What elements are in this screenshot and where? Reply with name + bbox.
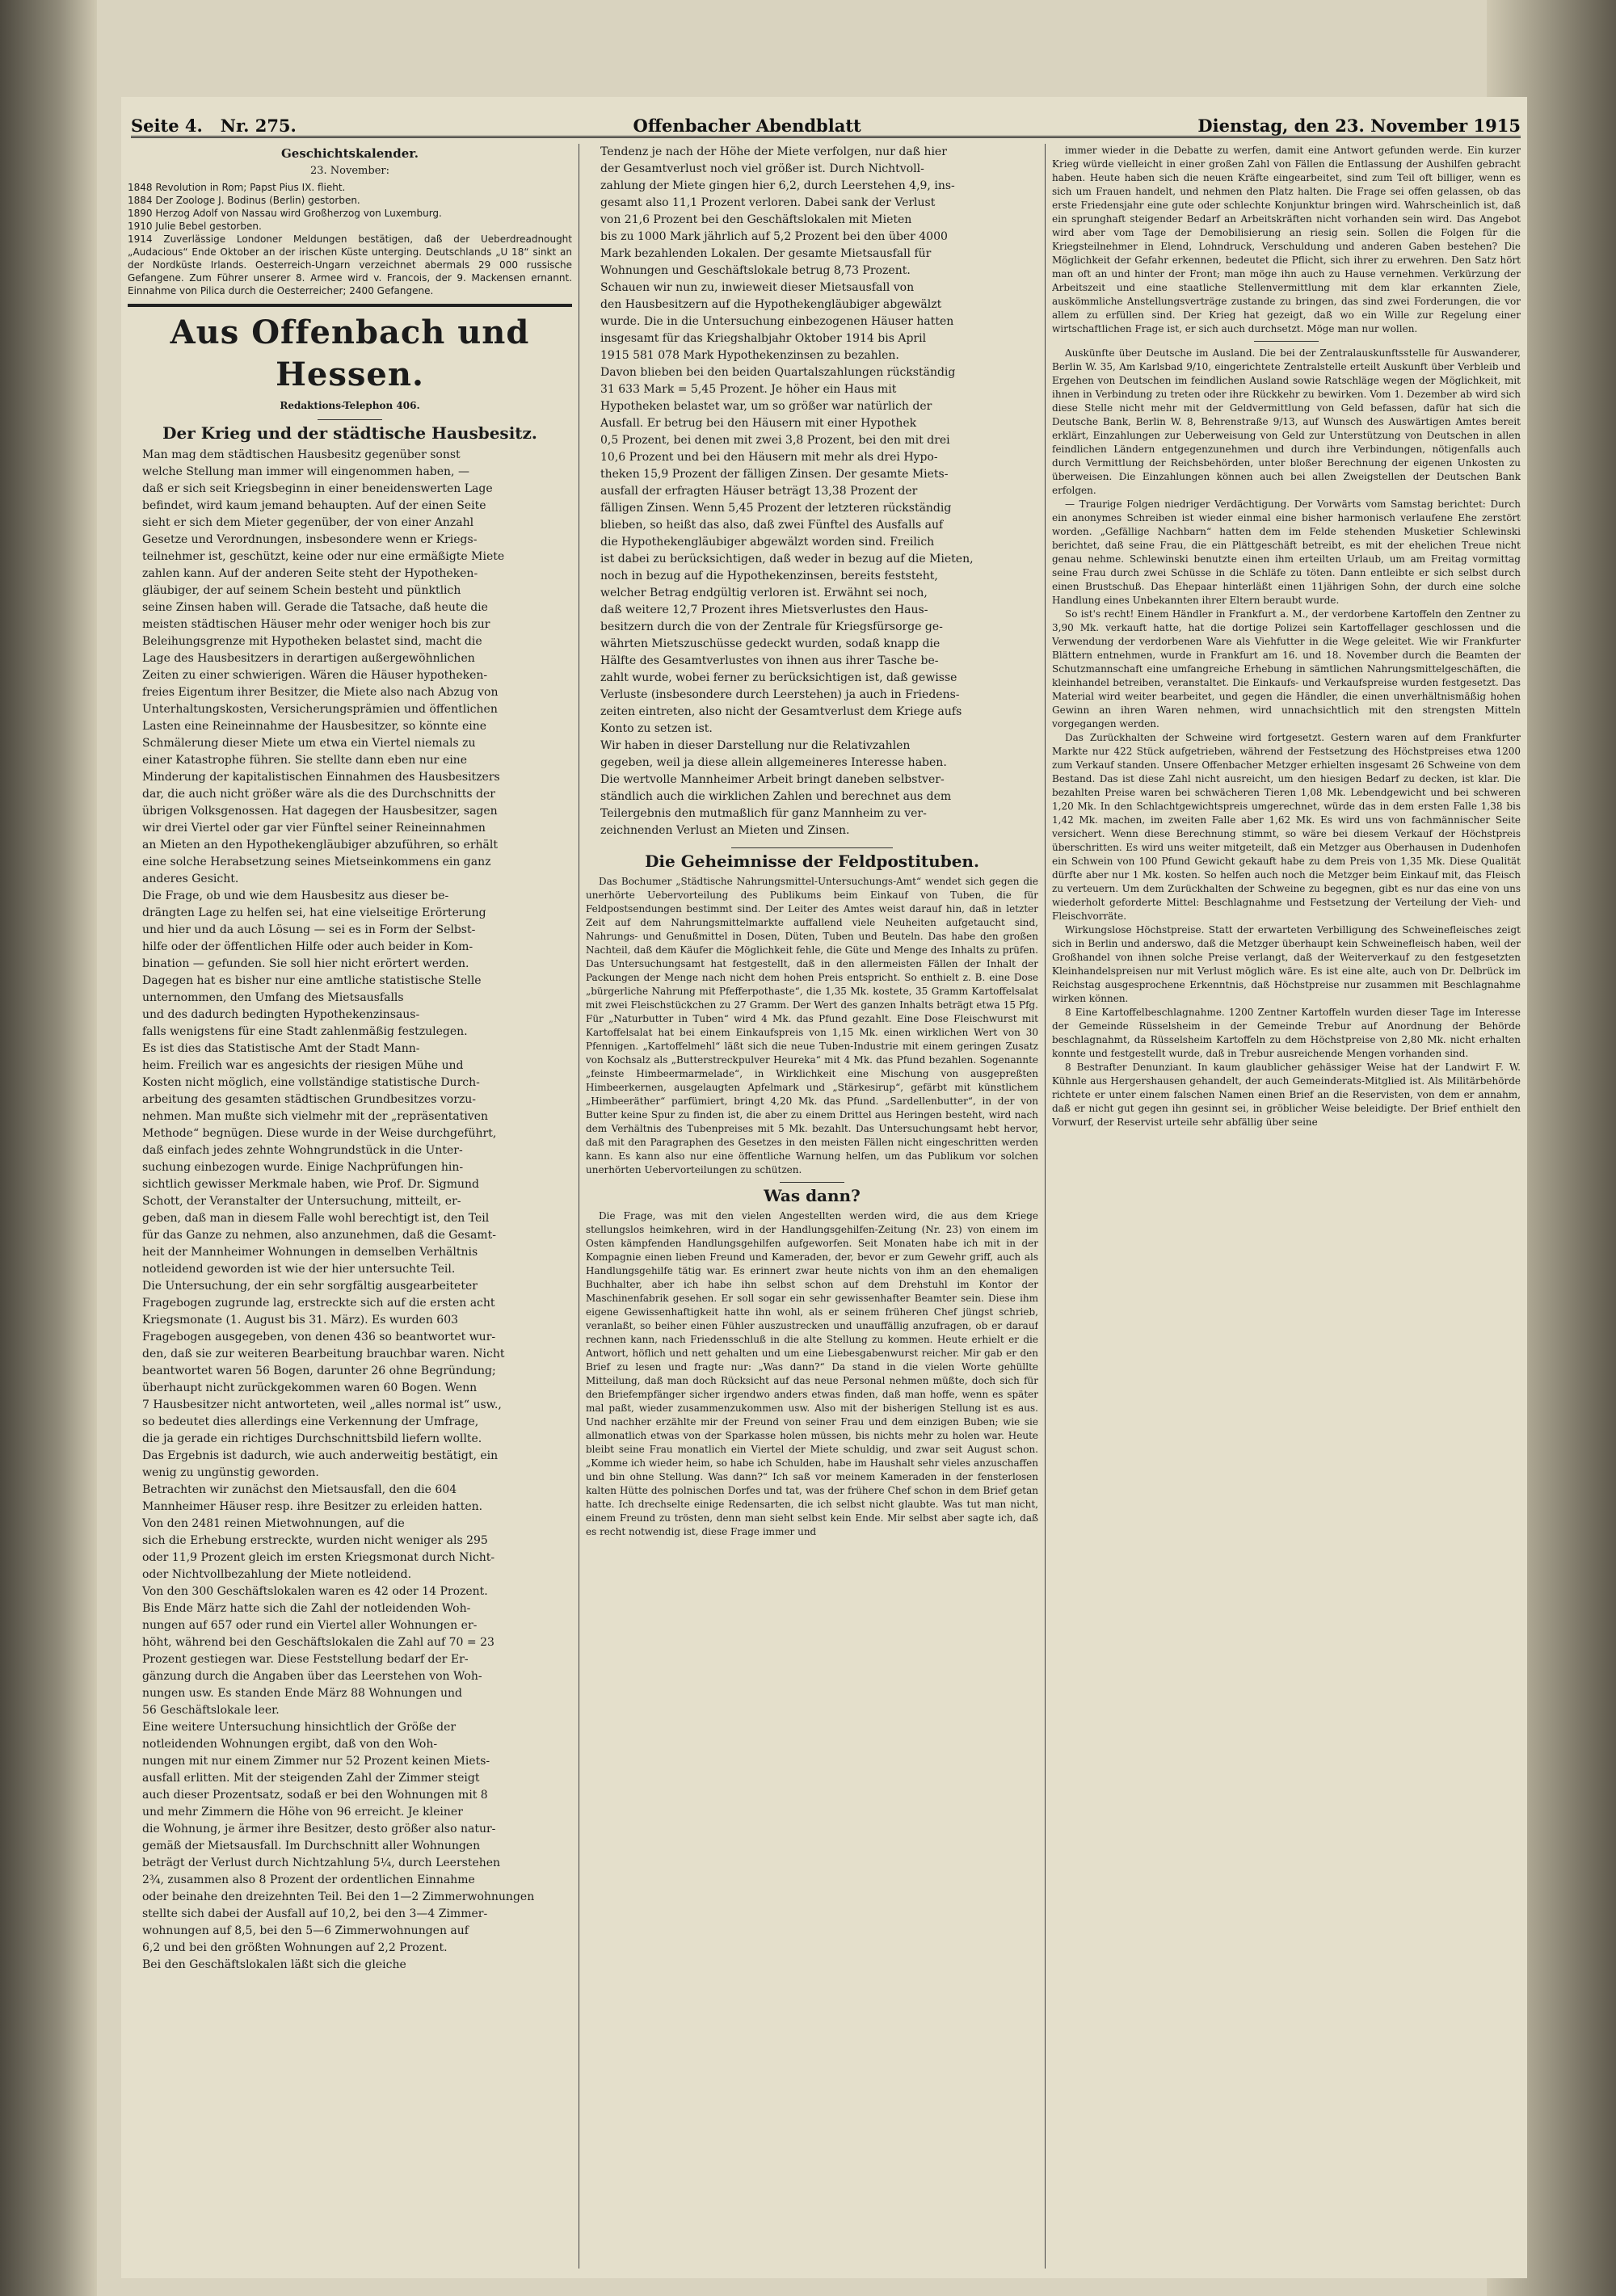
text-line: Fragebogen ausgegeben, von denen 436 so beantwortet wur-	[142, 1331, 496, 1344]
text-line: Schmälerung dieser Miete um etwa ein Viertel niemals zu	[142, 737, 476, 750]
text-line: höht, während bei den Geschäftslokalen die Zahl auf 70 = 23	[142, 1636, 494, 1649]
text-line: besitzern durch die von der Zentrale für Kriegsfürsorge ge-	[600, 620, 943, 633]
column-3	[1052, 144, 1521, 2269]
text-line: Methode“ begnügen. Diese wurde in der Weise durchgeführt,	[142, 1127, 497, 1140]
text-line: Die wertvolle Mannheimer Arbeit bringt daneben selbstver-	[600, 773, 945, 786]
newspaper-name: Offenbacher Abendblatt	[633, 116, 861, 136]
header-left	[131, 116, 297, 136]
text-line: von 21,6 Prozent bei den Geschäftslokalen mit Mieten	[600, 213, 912, 226]
text-line: drängten Lage zu helfen sei, hat eine vielseitige Erörterung	[142, 906, 486, 919]
divider	[731, 847, 893, 848]
text-line: Hypotheken belastet war, um so größer war natürlich der	[600, 400, 932, 413]
issue-date: Dienstag, den 23. November 1915	[1197, 116, 1521, 136]
text-line: Mannheimer Häuser resp. ihre Besitzer zu erleiden hatten.	[142, 1500, 483, 1513]
text-line: geben, daß man in diesem Falle wohl berechtigt ist, den Teil	[142, 1212, 490, 1225]
text-line: Eine weitere Untersuchung hinsichtlich der Größe der	[142, 1721, 457, 1734]
text-line: Von den 2481 reinen Mietwohnungen, auf die	[142, 1517, 405, 1530]
text-line: suchung einbezogen wurde. Einige Nachprüfungen hin-	[142, 1161, 464, 1174]
history-calendar-title: Geschichtskalender.	[281, 146, 419, 161]
history-calendar	[128, 181, 572, 297]
text-line: Betrachten wir zunächst den Mietsausfall, den die 604	[142, 1483, 457, 1496]
text-line: oder beinahe den dreizehnten Teil. Bei den 1—2 Zimmerwohnungen	[142, 1890, 535, 1903]
news-item: Das Zurückhalten der Schweine wird fortgesetzt. Gestern waren auf dem Frankfurter Markte nur 422 Stück aufgetrieben, während der Festsetzung des Höchstpreises etwa 1200 zum Verkauf standen. Unsere Offenbacher Metzger erhielten insgesamt 26 Schweine von dem Bestand. Das ist diese Zahl nicht ausreicht, um den hiesigen Bedarf zu decken, ist klar. Die bezahlten Preise waren bei schwächeren Tieren 1,08 Mk. Lebendgewicht und bei schweren 1,20 Mk. In den Schlachtgewichtspreis umgerechnet, würde das in dem ersten Falle 1,38 bis 1,42 Mk. machen, im zweiten Falle aber 1,62 Mk. Es wird uns von fachmännischer Seite versichert. Wenn diese Berechnung stimmt, so wäre bei diesem Verkauf der Höchstpreis überschritten. Es wird uns weiter mitgeteilt, daß ein Metzger aus Oberhausen in Dudenhofen ein Schwein von 100 Pfund Gewicht gekauft habe zu dem Preis von 1,35 Mk. Diese Qualität dürfte aber nur 1 Mk. kosten. So helfen auch noch die Metzger beim Einkauf mit, das Fleisch zu verteuern. Um dem Zurückhalten der Schweine zu begegnen, gibt es nur das eine von uns wiederholt geforderte Mittel: Beschlagnahme und Festsetzung der Verteilung der Vieh- und Fleischvorräte.	[1052, 732, 1521, 922]
text-line: gegeben, weil ja diese allein allgemeineres Interesse haben.	[600, 756, 947, 769]
text-line: ausfall der erfragten Häuser beträgt 13,38 Prozent der	[600, 485, 918, 498]
calendar-entry: 1848 Revolution in Rom; Papst Pius IX. flieht.	[128, 182, 346, 193]
text-line: wir drei Viertel oder gar vier Fünftel seiner Reineinnahmen	[142, 822, 486, 835]
text-line: Von den 300 Geschäftslokalen waren es 42 oder 14 Prozent.	[142, 1585, 488, 1598]
text-line: Lage des Hausbesitzers in derartigen außergewöhnlichen	[142, 652, 475, 665]
text-line: gänzung durch die Angaben über das Leerstehen von Woh-	[142, 1670, 482, 1683]
text-line: dar, die auch nicht größer wäre als die des Durchschnitts der	[142, 788, 495, 801]
text-line: gesamt also 11,1 Prozent verloren. Dabei sank der Verlust	[600, 196, 936, 209]
column-2	[586, 144, 1038, 2269]
text-line: falls wenigstens für eine Stadt zahlenmäßig festzulegen.	[142, 1025, 468, 1038]
text-line: ständlich auch die wirklichen Zahlen und berechnet aus dem	[600, 790, 952, 803]
text-line: so bedeutet dies allerdings eine Verkennung der Umfrage,	[142, 1415, 479, 1428]
text-line: Minderung der kapitalistischen Einnahmen des Hausbesitzers	[142, 771, 500, 784]
text-line: Wir haben in dieser Darstellung nur die Relativzahlen	[600, 739, 911, 752]
news-items	[1052, 347, 1521, 1129]
text-line: währten Mietszuschüsse gedeckt wurden, sodaß knapp die	[600, 637, 941, 650]
text-line: überhaupt nicht zurückgekommen waren 60 Bogen. Wenn	[142, 1381, 478, 1394]
article-title: Der Krieg und der städtische Hausbesitz.	[162, 423, 537, 443]
text-line: zahlt wurde, wobei ferner zu berücksichtigen ist, daß gewisse	[600, 671, 957, 684]
news-item: — Traurige Folgen niedriger Verdächtigung. Der Vorwärts vom Samstag berichtet: Durch ein anonymes Schreiben ist wieder einmal eine bisher harmonisch verlaufene Ehe zerstört worden. „Gefällige Nachbarn“ hatten dem im Felde stehenden Musketier Schlewinski berichtet, daß seine Frau, die ein Plättgeschäft betreibt, es mit der ehelichen Treue nicht genau nehme. Schlewinski benutzte einen ihm erteilten Urlaub, um am Freitag vormittag seine Frau durch zwei Schüsse in die Schläfe zu töten. Dann entleibte er sich selbst durch einen Brustschuß. Das Ehepaar hinterläßt einen 11jährigen Sohn, der durch eine solche Handlung eines Unbekannten ihrer Eltern beraubt wurde.	[1052, 498, 1521, 606]
article-body-continued	[586, 144, 1038, 839]
page-header	[131, 103, 1521, 138]
text-line: gemäß der Mietsausfall. Im Durchschnitt aller Wohnungen	[142, 1840, 481, 1852]
text-line: Ausfall. Er betrug bei den Häusern mit einer Hypothek	[600, 417, 917, 430]
text-line: notleidenden Wohnungen ergibt, daß von den Woh-	[142, 1738, 438, 1751]
editorial-telephone: Redaktions-Telephon 406.	[280, 400, 420, 411]
text-line: 56 Geschäftslokale leer.	[142, 1704, 280, 1717]
calendar-entry: 1914 Zuverlässige Londoner Meldungen bestätigen, daß der Ueberdreadnought „Audacious“ Ende Oktober an der irischen Küste unterging. Deutschlands „U 18“ sinkt an der Nordküste Irlands. Oesterreich-Ungarn verzeichnet abermals 29 000 russische Gefangene. Zum Führer unserer 8. Armee wird v. Francois, der 9. Mackensen ernannt. Einnahme von Pilica durch die Oesterreicher; 2400 Gefangene.	[128, 233, 572, 296]
divider	[780, 1182, 844, 1183]
text-line: stellte sich dabei der Ausfall auf 10,2, bei den 3—4 Zimmer-	[142, 1907, 488, 1920]
text-line: sieht er sich dem Mieter gegenüber, der von einer Anzahl	[142, 516, 474, 529]
divider	[318, 419, 382, 420]
text-line: Die Untersuchung, der ein sehr sorgfältig ausgearbeiteter	[142, 1280, 478, 1293]
calendar-entry: 1910 Julie Bebel gestorben.	[128, 221, 262, 232]
text-line: ausfall erlitten. Mit der steigenden Zahl der Zimmer steigt	[142, 1772, 480, 1785]
text-line: 1915 581 078 Mark Hypothekenzinsen zu bezahlen.	[600, 349, 899, 362]
text-line: 0,5 Prozent, bei denen mit zwei 3,8 Prozent, bei den mit drei	[600, 434, 950, 447]
text-line: heim. Freilich war es angesichts der riesigen Mühe und	[142, 1059, 464, 1072]
text-line: die Hypothekengläubiger abgewälzt worden sind. Freilich	[600, 536, 935, 549]
news-item: 8 Bestrafter Denunziant. In kaum glaublicher gehässiger Weise hat der Landwirt F. W. Kühnle aus Hergershausen gehandelt, der auch Gemeinderats-Mitglied ist. Als Militärbehörde richtete er unter einem falschen Namen einen Brief an die Reservisten, von dem er annahm, daß er nicht gut gegen ihn gesinnt sei, in gröblicher Weise beleidigte. Der Brief enthielt den Vorwurf, der Reservist urteile sehr abfällig über seine	[1052, 1062, 1521, 1128]
text-line: Unterhaltungskosten, Versicherungsprämien und öffentlichen	[142, 703, 498, 716]
text-line: einer Katastrophe führen. Sie stellte dann eben nur eine	[142, 754, 467, 767]
article-body	[586, 1209, 1038, 1539]
text-line: Davon blieben bei den beiden Quartalszahlungen rückständig	[600, 366, 956, 379]
text-line: 2¾, zusammen also 8 Prozent der ordentlichen Einnahme	[142, 1873, 475, 1886]
text-line: und des dadurch bedingten Hypothekenzinsaus-	[142, 1008, 420, 1021]
text-line: und hier und da auch Lösung — sei es in Form der Selbst-	[142, 923, 476, 936]
article-title: Die Geheimnisse der Feldpostituben.	[645, 852, 979, 871]
article-text: Das Bochumer „Städtische Nahrungsmittel-Untersuchungs-Amt“ wendet sich gegen die unerhörte Uebervorteilung des Publikums beim Einkauf von Tuben, die für Feldpostsendungen bestimmt sind. Der Leiter des Amtes weist darauf hin, daß in letzter Zeit auf dem Nahrungsmittelmarkte auffallend viele Neuheiten aufgetaucht sind, Nahrungs- und Genußmittel in Dosen, Düten, Tuben und Beuteln. Das habe den großen Nachteil, daß dem Käufer die Möglichkeit fehle, die Güte und Menge des Inhalts zu prüfen. Das Untersuchungsamt hat festgestellt, daß in den allermeisten Fällen der Inhalt der Packungen der Menge nach nicht dem hohen Preis entspricht. So enthielt z. B. eine Dose „bürgerliche Nahrung mit Pfefferpothaste“, die 1,35 Mk. kostete, 35 Gramm Kartoffelsalat mit zwei Fleischstückchen zu 27 Gramm. Der Wert des ganzen Inhalts beträgt etwa 15 Pfg. Für „Naturbutter in Tuben“ wird 4 Mk. das Pfund gezahlt. Eine Dose Fleischwurst mit Kartoffelsalat hat bei einem Einkaufspreis von 1,15 Mk. einen wirklichen Wert von 30 Pfennigen. „Kartoffelmehl“ läßt sich die neue Tuben-Industrie mit einem geringen Zusatz von Kochsalz als „Butterstreckpulver Heureka“ mit 4 Mk. das Pfund bezahlen. Sogenannte „feinste Himbeermarmelade“, in Wirklichkeit eine Mischung von ausgepreßten Himbeerkernen, ausgelaugten Apfelmark und „Stärkesirup“, gefärbt mit künstlichem „Himbeeräther“ parfümiert, bringt 4,20 Mk. das Pfund. „Sardellenbutter“, in der von Butter keine Spur zu finden ist, die aber zu einem Drittel aus Heringen besteht, wird nach dem Verhältnis des Tubenpreises mit 5 Mk. bezahlt. Das Untersuchungsamt hebt hervor, daß mit den Paragraphen des Gesetzes in den meisten Fällen nicht eingeschritten werden kann. Es kann also nur eine öffentliche Warnung helfen, um das Publikum vor solchen unerhörten Uebervorteilungen zu schützen.	[586, 876, 1038, 1175]
text-line: seine Zinsen haben will. Gerade die Tatsache, daß heute die	[142, 601, 488, 614]
text-line: Bis Ende März hatte sich die Zahl der notleidenden Woh-	[142, 1602, 471, 1615]
calendar-entry: 1890 Herzog Adolf von Nassau wird Großherzog von Luxemburg.	[128, 208, 442, 219]
text-line: Man mag dem städtischen Hausbesitz gegenüber sonst	[142, 448, 461, 461]
news-item: Wirkungslose Höchstpreise. Statt der erwarteten Verbilligung des Schweinefleisches zeigt sich in Berlin und anderswo, daß die Metzger überhaupt kein Schweinefleisch haben, weil der Großhandel von ihnen solche Preise verlangt, daß der Weiterverkauf zu den festgesetzten Kleinhandelspreisen nur mit Verlust möglich wäre. Es ist eine alte, auch von Dr. Delbrück im Reichstag ausgesprochene Erkenntnis, daß Höchstpreise nur zusammen mit Beschlagnahme wirken können.	[1052, 924, 1521, 1004]
text-line: fälligen Zinsen. Wenn 5,45 Prozent der letzteren rückständig	[600, 502, 952, 515]
text-line: meisten städtischen Häuser mehr oder weniger hoch bis zur	[142, 618, 490, 631]
text-line: Schott, der Veranstalter der Untersuchung, mitteilt, er-	[142, 1195, 461, 1208]
text-line: nungen auf 657 oder rund ein Viertel aller Wohnungen er-	[142, 1619, 478, 1632]
text-line: zahlung der Miete gingen hier 6,2, durch Leerstehen 4,9, ins-	[600, 179, 955, 192]
text-line: 6,2 und bei den größten Wohnungen auf 2,2 Prozent.	[142, 1941, 448, 1954]
text-line: oder Nichtvollbezahlung der Miete notleidend.	[142, 1568, 412, 1581]
text-line: sichtlich gewisser Merkmale haben, wie Prof. Dr. Sigmund	[142, 1178, 479, 1191]
newspaper-page	[121, 97, 1527, 2278]
history-calendar-date: 23. November:	[310, 165, 389, 177]
text-line: 10,6 Prozent und bei den Häusern mit mehr als drei Hypo-	[600, 451, 938, 464]
text-line: die ja gerade ein richtiges Durchschnittsbild liefern wollte.	[142, 1432, 482, 1445]
news-item: Auskünfte über Deutsche im Ausland. Die bei der Zentralauskunftsstelle für Auswanderer, Berlin W. 35, Am Karlsbad 9/10, eingerichtete Zentralstelle erteilt Auskunft über Verbleib und Ergehen von Deutschen im feindlichen Ausland sowie Ratschläge wegen der Möglichkeit, mit ihnen in Verbindung zu treten oder ihre Rückkehr zu bewirken. Vom 1. Dezember ab wird sich diese Stelle nicht mehr mit der Geldvermittlung von Geld befassen, dafür hat sich die Deutsche Bank, Berlin W. 8, Behrenstraße 9/13, auf Wunsch des Auswärtigen Amtes bereit erklärt, Einzahlungen zur Ueberweisung von Geld zur Unterstützung von Deutschen in allen feindlichen Ländern entgegenzunehmen und durch ihre Verbindungen, nötigenfalls auch durch Vermittlung der Reichsbehörden, unter bloßer Berechnung der eigenen Unkosten zu überweisen. Die Einzahlungen können auch bei allen Zweigstellen der Deutschen Bank erfolgen.	[1052, 347, 1521, 496]
text-line: ist dabei zu berücksichtigen, daß weder in bezug auf die Mieten,	[600, 553, 974, 566]
text-line: teilnehmer ist, geschützt, keine oder nur eine ermäßigte Miete	[142, 550, 505, 563]
text-line: welche Stellung man immer will eingenommen haben, —	[142, 465, 469, 478]
text-line: beträgt der Verlust durch Nichtzahlung 5¼, durch Leerstehen	[142, 1857, 501, 1869]
text-line: der Gesamtverlust noch viel größer ist. Durch Nichtvoll-	[600, 162, 924, 175]
text-line: die Wohnung, je ärmer ihre Besitzer, desto größer also natur-	[142, 1823, 496, 1836]
text-line: sich die Erhebung erstreckte, wurden nicht weniger als 295	[142, 1534, 488, 1547]
text-line: welcher Betrag endgültig verloren ist. Erwähnt sei noch,	[600, 587, 928, 599]
text-line: anderes Gesicht.	[142, 873, 239, 885]
text-line: Das Ergebnis ist dadurch, wie auch anderweitig bestätigt, ein	[142, 1449, 499, 1462]
article-text: Die Frage, was mit den vielen Angestellten werden wird, die aus dem Kriege stellungslos heimkehren, wird in der Handlungsgehilfen-Zeitung (Nr. 23) von einem im Osten kämpfenden Handlungsgehilfen aufgeworfen. Seit Monaten habe ich mit in der Kompagnie einen lieben Freund und Kameraden, der, bevor er zum Gewehr griff, auch als Handlungsgehilfe tätig war. Es erinnert zwar heute nichts von ihm an den ehemaligen Buchhalter, aber ich habe ihn selbst schon auf dem Drehstuhl im Kontor der Maschinenfabrik gesehen. Er soll sogar ein sehr gewissenhafter Beamter sein. Diese ihm eigene Gewissenhaftigkeit hatte ihn wohl, als er seinem früheren Chef jüngst schrieb, veranlaßt, so beiher einen Fühler auszustrecken und unauffällig anzufragen, ob er darauf rechnen kann, nach Friedensschluß in die alte Stellung zu kommen. Heute erhielt er die Antwort, höflich und nett gehalten und um eine Liebesgabenwurst reicher. Mir gab er den Brief zu lesen und fragte nur: „Was dann?“ Da stand in die vielen Worte gehüllte Mitteilung, daß man doch Rücksicht auf das neue Personal nehmen müßte, doch sich für den Briefempfänger sicher irgendwo anders etwas finden, daß man hoffe, wenn es später mal paßt, wieder zusammenzukommen usw. Also mit der bisherigen Stellung ist es aus. Und nachher erzählte mir der Freund von seiner Frau und dem einzigen Buben; wie sie allmonatlich etwas von der Sparkasse holen müssen, bis nichts mehr zu holen war. Heute bleibt seine Frau monatlich ein Viertel der Miete schuldig, und zwar seit August schon. „Komme ich wieder heim, so habe ich Schulden, habe im Haushalt sehr vieles anzuschaffen und bin ohne Stellung. Was dann?“ Ich saß vor meinem Kameraden in der fensterlosen kalten Hütte des polnischen Dorfes und tat, was der frühere Chef schon in dem Brief getan hatte. Ich drechselte einige Redensarten, die ich selbst nicht glaubte. Was tut man nicht, einem Freund zu trösten, denn man sieht selbst kein Ende. Mir selbst aber sagte ich, daß es recht notwendig ist, diese Frage immer und	[586, 1210, 1038, 1537]
text-line: Mark bezahlenden Lokalen. Der gesamte Mietsausfall für	[600, 247, 932, 260]
text-line: gläubiger, der auf seinem Schein besteht und pünktlich	[142, 584, 461, 597]
text-line: nungen usw. Es standen Ende März 88 Wohnungen und	[142, 1687, 462, 1700]
column-1	[128, 144, 572, 2269]
section-title: Aus Offenbach und Hessen.	[170, 313, 530, 393]
text-line: Die Frage, ob und wie dem Hausbesitz aus dieser be-	[142, 889, 449, 902]
calendar-entry: 1884 Der Zoologe J. Bodinus (Berlin) gestorben.	[128, 195, 360, 206]
text-line: Prozent gestiegen war. Diese Feststellung bedarf der Er-	[142, 1653, 469, 1666]
text-line: auch dieser Prozentsatz, sodaß er bei den Wohnungen mit 8	[142, 1789, 488, 1802]
text-line: heit der Mannheimer Wohnungen in demselben Verhältnis	[142, 1246, 478, 1259]
text-line: Fragebogen zugrunde lag, erstreckte sich auf die ersten acht	[142, 1297, 495, 1310]
text-line: bination — gefunden. Sie soll hier nicht erörtert werden.	[142, 957, 469, 970]
text-line: Zeiten zu einer schwierigen. Wären die Häuser hypotheken-	[142, 669, 488, 682]
text-line: Gesetze und Verordnungen, insbesondere wenn er Kriegs-	[142, 533, 478, 546]
text-line: Bei den Geschäftslokalen läßt sich die gleiche	[142, 1958, 406, 1971]
text-line: Kosten nicht möglich, eine vollständige statistische Durch-	[142, 1076, 480, 1089]
text-line: 31 633 Mark = 5,45 Prozent. Je höher ein Haus mit	[600, 383, 897, 396]
left-page-edge	[0, 0, 97, 2296]
column-rule	[1045, 144, 1046, 2269]
text-line: befindet, wird kaum jemand behaupten. Auf der einen Seite	[142, 499, 486, 512]
text-line: für das Ganze zu nehmen, also anzunehmen, daß die Gesamt-	[142, 1229, 496, 1242]
text-line: Konto zu setzen ist.	[600, 722, 713, 735]
text-line: Dagegen hat es bisher nur eine amtliche statistische Stelle	[142, 974, 482, 987]
issue-number: Nr. 275.	[220, 116, 297, 136]
text-line: oder 11,9 Prozent gleich im ersten Kriegsmonat durch Nicht-	[142, 1551, 495, 1564]
text-line: bis zu 1000 Mark jährlich auf 5,2 Prozent bei den über 4000	[600, 230, 948, 243]
text-line: freies Eigentum ihrer Besitzer, die Miete also nach Abzug von	[142, 686, 499, 699]
article-body	[586, 875, 1038, 1177]
article-title: Was dann?	[764, 1186, 861, 1205]
page-number: Seite 4.	[131, 116, 203, 136]
text-line: wohnungen auf 8,5, bei den 5—6 Zimmerwohnungen auf	[142, 1924, 469, 1937]
text-line: nehmen. Man mußte sich vielmehr mit der „repräsentativen	[142, 1110, 489, 1123]
text-line: Tendenz je nach der Höhe der Miete verfolgen, nur daß hier	[600, 145, 947, 158]
article-body	[1052, 144, 1521, 336]
article-body	[128, 447, 572, 1974]
text-line: notleidend geworden ist wie der hier untersuchte Teil.	[142, 1263, 456, 1276]
text-line: Kriegsmonate (1. August bis 31. März). Es wurden 603	[142, 1314, 459, 1327]
text-line: Hälfte des Gesamtverlustes von ihnen aus ihrer Tasche be-	[600, 654, 939, 667]
section-divider	[128, 304, 572, 307]
news-item: So ist's recht! Einem Händler in Frankfurt a. M., der verdorbene Kartoffeln den Zentner zu 3,90 Mk. verkauft hatte, hat die dortige Polizei sein Kartoffellager geschlossen und die Verwendung der verdorbenen Ware als Viehfutter in die Wege geleitet. Wie wir Frankfurter Blättern entnehmen, wurde in Frankfurt am 16. und 18. November durch die Beamten der Schutzmannschaft eine umfangreiche Erhebung in sämtlichen Nahrungsmittelgeschäften, die kleinhandel betreiben, veranstaltet. Die Einkaufs- und Verkaufspreise wurden festgesetzt. Das Material wird weiter bearbeitet, und gegen die Händler, die einen unverhältnismäßig hohen Gewinn an ihren Waren nehmen, wird unnachsichtlich mit den strengsten Mitteln vorgegangen werden.	[1052, 608, 1521, 730]
text-line: daß weitere 12,7 Prozent ihres Mietsverlustes den Haus-	[600, 603, 928, 616]
text-line: Verluste (insbesondere durch Leerstehen) ja auch in Friedens-	[600, 688, 960, 701]
text-line: daß er sich seit Kriegsbeginn in einer beneidenswerten Lage	[142, 482, 493, 495]
text-line: noch in bezug auf die Hypothekenzinsen, bereits feststeht,	[600, 570, 938, 582]
text-line: Schauen wir nun zu, inwieweit dieser Mietsausfall von	[600, 281, 915, 294]
text-line: den Hausbesitzern auf die Hypothekengläubiger abgewälzt	[600, 298, 942, 311]
text-line: nungen mit nur einem Zimmer nur 52 Prozent keinen Miets-	[142, 1755, 490, 1768]
text-line: beantwortet waren 56 Bogen, darunter 26 ohne Begründung;	[142, 1365, 496, 1377]
text-line: Teilergebnis den mutmaßlich für ganz Mannheim zu ver-	[600, 807, 927, 820]
text-line: Es ist dies das Statistische Amt der Stadt Mann-	[142, 1042, 420, 1055]
text-line: 7 Hausbesitzer nicht antworteten, weil „alles normal ist“ usw.,	[142, 1398, 502, 1411]
text-line: an Mieten an den Hypothekengläubiger abzuführen, so erhält	[142, 839, 498, 852]
text-line: Lasten eine Reineinnahme der Hausbesitzer, so könnte eine	[142, 720, 487, 733]
text-line: unternommen, den Umfang des Mietsausfalls	[142, 991, 404, 1004]
text-line: eine solche Herabsetzung seines Mietseinkommens ein ganz	[142, 856, 491, 868]
text-line: daß einfach jedes zehnte Wohngrundstück in die Unter-	[142, 1144, 463, 1157]
text-line: wurde. Die in die Untersuchung einbezogenen Häuser hatten	[600, 315, 954, 328]
text-line: theken 15,9 Prozent der fälligen Zinsen. Der gesamte Miets-	[600, 468, 949, 481]
text-line: Wohnungen und Geschäftslokale betrug 8,73 Prozent.	[600, 264, 911, 277]
text-line: Beleihungsgrenze mit Hypotheken belastet sind, macht die	[142, 635, 482, 648]
news-item: 8 Eine Kartoffelbeschlagnahme. 1200 Zentner Kartoffeln wurden dieser Tage im Interesse der Gemeinde Rüsselsheim in der Gemeinde Trebur auf Anordnung der Behörde beschlagnahmt, da Rüsselsheim Kartoffeln zu dem Höchstpreise von 2,80 Mk. nicht erhalten konnte und festgestellt wurde, daß in Trebur ausreichende Mengen vorhanden sind.	[1052, 1007, 1521, 1059]
text-line: blieben, so heißt das also, daß zwei Fünftel des Ausfalls auf	[600, 519, 944, 532]
text-line: arbeitung des gesamten städtischen Grundbesitzes vorzu-	[142, 1093, 477, 1106]
text-line: zeichnenden Verlust an Mieten und Zinsen.	[600, 824, 850, 837]
text-line: insgesamt für das Kriegshalbjahr Oktober 1914 bis April	[600, 332, 927, 345]
text-line: übrigen Volksgenossen. Hat dagegen der Hausbesitzer, sagen	[142, 805, 498, 818]
text-line: zahlen kann. Auf der anderen Seite steht der Hypotheken-	[142, 567, 478, 580]
text-line: wenig zu ungünstig geworden.	[142, 1466, 319, 1479]
text-line: zeiten eintreten, also nicht der Gesamtverlust dem Kriege aufs	[600, 705, 962, 718]
text-line: hilfe oder der öffentlichen Hilfe oder auch beider in Kom-	[142, 940, 473, 953]
article-text: immer wieder in die Debatte zu werfen, damit eine Antwort gefunden werde. Ein kurzer Krieg würde vielleicht in einer großen Zahl von Fällen die Entlassung der Aushilfen gebracht haben. Heute haben sich die neuen Kräfte eingearbeitet, sind zum Teil oft billiger, wenn es sich um Frauen handelt, und nehmen den Platz halten. Die Frage sei offen gelassen, ob das erste Friedensjahr eine gute oder schlechte Konjunktur bringen wird. Wahrscheinlich ist, daß ein sprunghaft steigender Bedarf an Arbeitskräften nicht vorhanden sein wird. Das Angebot wird aber vom Tage der Demobilisierung an riesig sein. Sollen die Folgen für die Kriegsteilnehmer in Elend, Lohndruck, Verschuldung und anderen Gaben bestehen? Die Möglichkeit der Gefahr erkennen, bedeutet die Pflicht, sich ihrer zu erwehren. Den Satz hört man oft an und hinter der Front; man möge ihn auch zu Hause vernehmen. Verkürzung der Arbeitszeit und eine staatliche Stellenvermittlung mit dem klar erkannten Ziele, auskömmliche Anstellungsverträge zustande zu bringen, das sind zwei Forderungen, die vor allem zu erfüllen sind. Der Krieg hat gezeigt, daß wo ein Wille zur Regelung einer wirtschaftlichen Frage ist, er sich auch durchsetzt. Möge man nur wollen.	[1052, 145, 1521, 334]
text-line: und mehr Zimmern die Höhe von 96 erreicht. Je kleiner	[142, 1806, 463, 1819]
text-line: den, daß sie zur weiteren Bearbeitung brauchbar waren. Nicht	[142, 1348, 505, 1360]
divider	[1254, 341, 1319, 342]
